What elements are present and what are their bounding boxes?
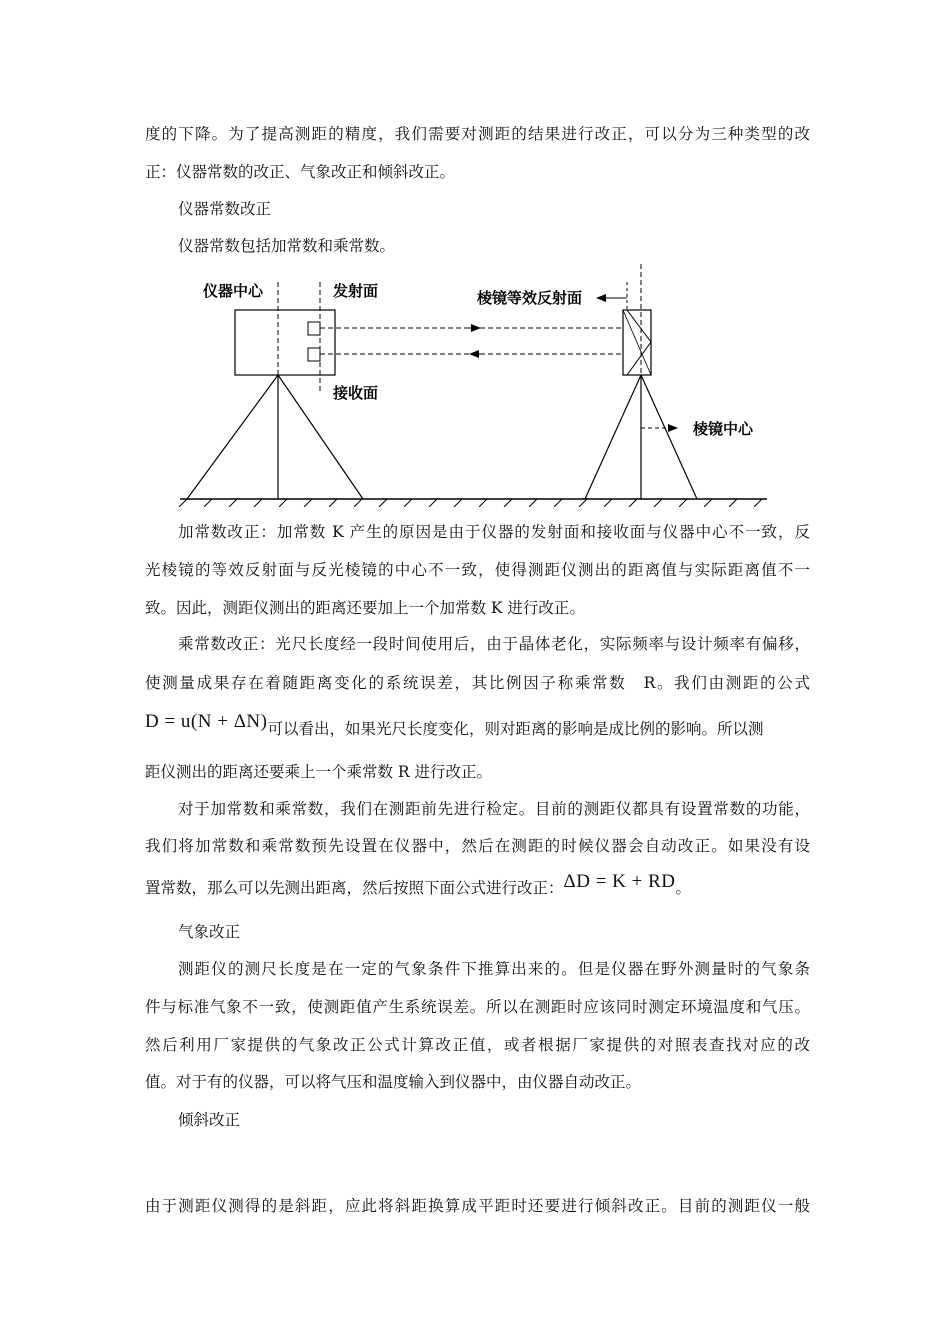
text-line: 距仪测出的距离还要乘上一个乘常数 R 进行改正。 bbox=[145, 763, 493, 781]
text-line: 使测量成果存在着随距离变化的系统误差，其比例因子称乘常数 R。我们由测距的公式 bbox=[145, 674, 810, 692]
text-line: 然后利用厂家提供的气象改正公式计算改正值，或者根据厂家提供的对照表查找对应的改 bbox=[145, 1036, 810, 1054]
text-line: 值。对于有的仪器，可以将气压和温度输入到仪器中，由仪器自动改正。 bbox=[145, 1073, 642, 1091]
text-line: 度的下降。为了提高测距的精度，我们需要对测距的结果进行改正，可以分为三种类型的改 bbox=[145, 125, 810, 143]
signal-beams bbox=[320, 328, 623, 354]
text-line: 对于加常数和乘常数，我们在测距前先进行检定。目前的测距仪都具有设置常数的功能， bbox=[178, 800, 810, 818]
text-line: 致。因此，测距仪测出的距离还要加上一个加常数 K 进行改正。 bbox=[145, 599, 585, 617]
rangefinder-constant-diagram bbox=[175, 262, 775, 507]
formula-correction: ΔD = K + RD bbox=[563, 872, 676, 892]
text-line: 加常数改正：加常数 K 产生的原因是由于仪器的发射面和接收面与仪器中心不一致，反 bbox=[178, 523, 810, 541]
text-line: 置常数，那么可以先测出距离，然后按照下面公式进行改正：ΔD = K + RD。 bbox=[145, 872, 692, 897]
text-line: 我们将加常数和乘常数预先设置在仪器中，然后在测距的时候仪器会自动改正。如果没有设 bbox=[145, 837, 810, 855]
text-line: D = u(N + ΔN)可以看出，如果光尺长度变化，则对距离的影响是成比例的影响。所以测 bbox=[145, 712, 764, 738]
text-line: 仪器常数包括加常数和乘常数。 bbox=[178, 237, 396, 255]
label-prism-face: 棱镜等效反射面 bbox=[477, 289, 583, 307]
reflector-prism bbox=[585, 264, 697, 499]
section-heading-tilt: 倾斜改正 bbox=[178, 1111, 241, 1129]
section-heading-instrument: 仪器常数改正 bbox=[178, 200, 272, 218]
section-heading-weather: 气象改正 bbox=[178, 923, 241, 941]
text-line: 由于测距仪测得的是斜距，应此将斜距换算成平距时还要进行倾斜改正。目前的测距仪一般 bbox=[145, 1197, 810, 1215]
text-line: 测距仪的测尺长度是在一定的气象条件下推算出来的。但是仪器在野外测量时的气象条 bbox=[178, 960, 810, 978]
text-line: 乘常数改正：光尺长度经一段时间使用后，由于晶体老化，实际频率与设计频率有偏移， bbox=[178, 635, 810, 653]
text-line: 光棱镜的等效反射面与反光棱镜的中心不一致，使得测距仪测出的距离值与实际距离值不一 bbox=[145, 561, 810, 579]
label-receive-face: 接收面 bbox=[333, 384, 379, 402]
label-instrument-center: 仪器中心 bbox=[203, 282, 264, 300]
label-emit-face: 发射面 bbox=[333, 282, 379, 300]
label-prism-center: 棱镜中心 bbox=[693, 420, 754, 438]
formula-distance: D = u(N + ΔN) bbox=[145, 712, 268, 732]
ground bbox=[179, 499, 767, 507]
text-line: 件与标准气象不一致，使测距值产生系统误差。所以在测距时应该同时测定环境温度和气压。 bbox=[145, 998, 810, 1016]
text-line: 正：仪器常数的改正、气象改正和倾斜改正。 bbox=[145, 163, 456, 181]
